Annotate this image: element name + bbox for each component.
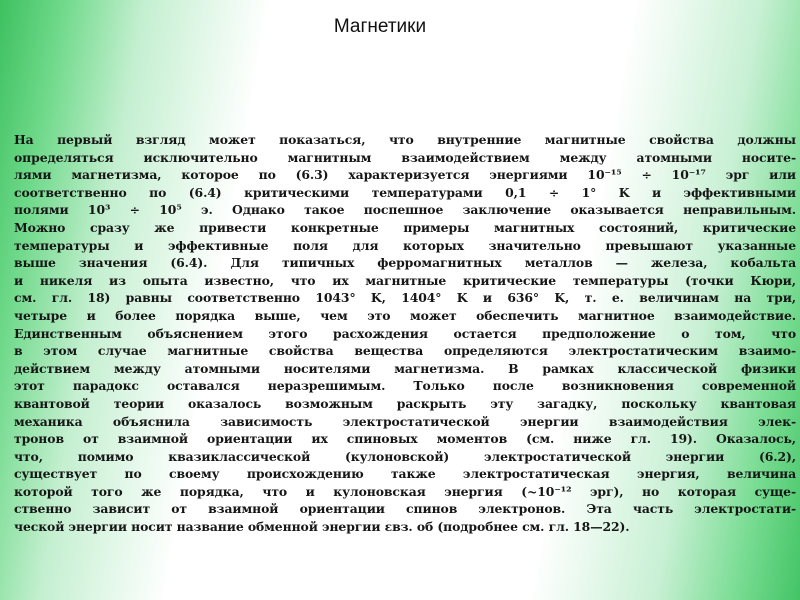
text-line: ческой энергии носит название обменной энергии εвз. об (подробнее см. гл. 18—22). — [14, 519, 630, 535]
text-line: температуры и эффективные поля для которых значительно превышают указанные — [14, 237, 796, 253]
text-line: четыре и более порядка выше, чем это может обеспечить магнитное взаимодействие. — [14, 307, 796, 323]
text-line: действием между атомными носителями магнетизма. В рамках классической физики — [14, 360, 796, 376]
text-line: которой того же порядка, что и кулоновская энергия (~10⁻¹² эрг), но которая суще- — [14, 483, 796, 499]
text-line: в этом случае магнитные свойства вещества определяются электростатическим взаимо- — [14, 343, 796, 359]
text-line: Можно сразу же привести конкретные примеры магнитных состояний, критические — [14, 219, 796, 235]
text-line: этот парадокс оставался неразрешимым. Только после возникновения современной — [14, 378, 796, 394]
text-line: квантовой теории оказалось возможным раскрыть эту загадку, поскольку квантовая — [14, 395, 796, 411]
text-line: соответственно по (6.4) критическими температурами 0,1 ÷ 1° K и эффективными — [14, 184, 796, 200]
text-line: Единственным объяснением этого расхождения остается предположение о том, что — [14, 325, 796, 341]
text-line: механика объяснила зависимость электростатической энергии взаимодействия элек- — [14, 413, 796, 429]
text-line: и никеля из опыта известно, что их магнитные критические температуры (точки Кюри, — [14, 272, 796, 288]
scanned-paragraph — [14, 131, 796, 536]
text-line: лями магнетизма, которое по (6.3) характеризуется энергиями 10⁻¹⁵ ÷ 10⁻¹⁷ эрг или — [14, 167, 796, 183]
text-line: тронов от взаимной ориентации их спиновых моментов (см. ниже гл. 19). Оказалось, — [14, 431, 796, 447]
text-line: На первый взгляд может показаться, что внутренние магнитные свойства должны — [14, 132, 796, 147]
text-line: определяться исключительно магнитным взаимодействием между атомными носите- — [14, 149, 796, 165]
text-line: существует по своему происхождению также электростатическая энергия, величина — [14, 466, 796, 482]
text-line: ственно зависит от взаимной ориентации спинов электронов. Эта часть электростати- — [14, 501, 796, 517]
text-line: выше значения (6.4). Для типичных ферромагнитных металлов — железа, кобальта — [14, 255, 796, 271]
text-line: полями 10³ ÷ 10⁵ э. Однако такое поспешное заключение оказывается неправильным. — [14, 202, 796, 218]
text-line: что, помимо квазиклассической (кулоновской) электростатической энергии (6.2), — [14, 448, 796, 464]
text-line: см. гл. 18) равны соответственно 1043° K, 1404° K и 636° K, т. е. величинам на три, — [14, 290, 796, 306]
slide-title: Магнетики — [333, 16, 427, 37]
